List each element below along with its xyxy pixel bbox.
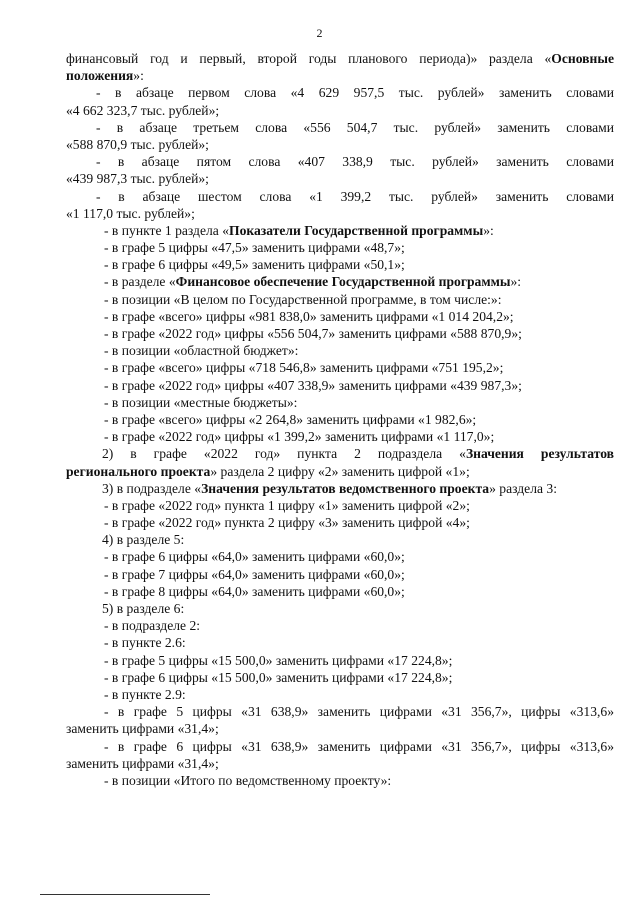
document-line xyxy=(66,463,614,480)
bold-text: Значения результатов xyxy=(465,446,614,462)
document-body xyxy=(66,50,614,789)
document-line xyxy=(66,136,614,153)
document-line xyxy=(66,84,614,101)
text-segment: - в графе 5 цифры «31 638,9» заменить цифрами «31 356,7», цифры «313,6» xyxy=(104,704,614,720)
text-segment: - в подразделе 2: xyxy=(104,618,201,634)
footer-divider xyxy=(40,894,210,895)
document-line xyxy=(66,480,614,497)
document-line xyxy=(66,67,614,84)
document-line xyxy=(66,273,614,290)
document-line xyxy=(66,720,614,737)
text-segment: 3) в подразделе « xyxy=(102,480,202,496)
text-segment: »: xyxy=(483,222,494,238)
document-line xyxy=(66,686,614,703)
text-segment: - в пункте 2.9: xyxy=(104,686,186,702)
text-segment: - в графе 7 цифры «64,0» заменить цифрами «60,0»; xyxy=(104,566,405,582)
text-segment: - в разделе « xyxy=(104,274,176,290)
text-segment: - в пункте 1 раздела « xyxy=(104,222,229,238)
text-segment: - в графе «всего» цифры «718 546,8» заменить цифрами «751 195,2»; xyxy=(104,360,504,376)
document-line xyxy=(66,755,614,772)
document-line xyxy=(66,188,614,205)
text-segment: «588 870,9 тыс. рублей»; xyxy=(66,136,209,152)
bold-text: положения xyxy=(66,68,134,84)
text-segment: - в графе 6 цифры «15 500,0» заменить цифрами «17 224,8»; xyxy=(104,669,453,685)
document-line xyxy=(66,170,614,187)
bold-text: Основные xyxy=(551,51,614,66)
text-segment: «439 987,3 тыс. рублей»; xyxy=(66,171,209,187)
document-line xyxy=(66,738,614,755)
text-segment: - в графе «всего» цифры «2 264,8» заменить цифрами «1 982,6»; xyxy=(104,411,477,427)
text-segment: » раздела 2 цифру «2» заменить цифрой «1»; xyxy=(210,463,470,479)
document-line xyxy=(66,514,614,531)
text-segment: 2) в графе «2022 год» пункта 2 подраздела « xyxy=(102,446,466,462)
text-segment: - в графе «2022 год» пункта 2 цифру «3» заменить цифрой «4»; xyxy=(104,515,470,531)
document-line xyxy=(66,497,614,514)
text-segment: - в графе 6 цифры «31 638,9» заменить цифрами «31 356,7», цифры «313,6» xyxy=(104,738,614,754)
text-segment: - в абзаце шестом слова «1 399,2 тыс. рублей» заменить словами xyxy=(96,188,614,204)
text-segment: - в графе «2022 год» цифры «556 504,7» заменить цифрами «588 870,9»; xyxy=(104,326,522,341)
document-line xyxy=(66,634,614,651)
document-line xyxy=(66,669,614,686)
text-segment: - в абзаце пятом слова «407 338,9 тыс. рублей» заменить словами xyxy=(96,154,614,170)
text-segment: »: xyxy=(510,274,522,290)
text-segment: - в графе «2022 год» пункта 1 цифру «1» заменить цифрой «2»; xyxy=(104,497,470,513)
document-line xyxy=(66,428,614,445)
text-segment: - в графе 6 цифры «49,5» заменить цифрами «50,1»; xyxy=(104,257,405,273)
text-segment: заменить цифрами «31,4»; xyxy=(66,721,219,737)
document-line xyxy=(66,308,614,325)
document-line xyxy=(66,205,614,222)
document-line xyxy=(66,394,614,411)
document-line xyxy=(66,325,614,342)
text-segment: - в пункте 2.6: xyxy=(104,635,186,651)
document-line xyxy=(66,222,614,239)
document-line xyxy=(66,445,614,462)
document-line xyxy=(66,153,614,170)
text-segment: - в абзаце третьем слова «556 504,7 тыс. рублей» заменить словами xyxy=(96,119,614,135)
text-segment: - в графе 8 цифры «64,0» заменить цифрами «60,0»; xyxy=(104,583,405,599)
document-line xyxy=(66,239,614,256)
bold-text: Значения результатов ведомственного проекта xyxy=(201,480,490,496)
text-segment: заменить цифрами «31,4»; xyxy=(66,755,219,771)
text-segment: - в графе 5 цифры «15 500,0» заменить цифрами «17 224,8»; xyxy=(104,652,453,668)
text-segment: - в позиции «В целом по Государственной программе, в том числе:»: xyxy=(104,291,502,307)
document-line xyxy=(66,548,614,565)
document-line xyxy=(66,772,614,789)
text-segment: «1 117,0 тыс. рублей»; xyxy=(66,205,195,221)
document-line xyxy=(66,617,614,634)
document-line xyxy=(66,119,614,136)
text-segment: - в абзаце первом слова «4 629 957,5 тыс. рублей» заменить словами xyxy=(96,85,614,101)
text-segment: »: xyxy=(133,68,144,84)
text-segment: 4) в разделе 5: xyxy=(102,532,185,548)
document-line xyxy=(66,256,614,273)
text-segment: «4 662 323,7 тыс. рублей»; xyxy=(66,102,220,118)
text-segment: » раздела 3: xyxy=(489,480,557,496)
text-segment: - в позиции «областной бюджет»: xyxy=(104,343,299,359)
document-line xyxy=(66,342,614,359)
page-number: 2 xyxy=(316,26,323,40)
text-segment: - в графе «2022 год» цифры «1 399,2» заменить цифрами «1 117,0»; xyxy=(104,429,495,445)
text-segment: - в графе 6 цифры «64,0» заменить цифрами «60,0»; xyxy=(104,549,405,565)
document-line xyxy=(66,566,614,583)
text-segment: - в графе «2022 год» цифры «407 338,9» заменить цифрами «439 987,3»; xyxy=(104,377,522,393)
bold-text: Показатели Государственной программы xyxy=(229,222,484,238)
document-line xyxy=(66,359,614,376)
document-line xyxy=(66,291,614,308)
document-line xyxy=(66,531,614,548)
document-line xyxy=(66,50,614,67)
text-segment: - в позиции «местные бюджеты»: xyxy=(104,394,298,410)
document-line xyxy=(66,703,614,720)
document-line xyxy=(66,583,614,600)
text-segment: финансовый год и первый, второй годы планового периода)» раздела « xyxy=(66,51,552,66)
bold-text: регионального проекта xyxy=(66,463,211,479)
document-line xyxy=(66,377,614,394)
document-line xyxy=(66,652,614,669)
document-line xyxy=(66,102,614,119)
text-segment: - в позиции «Итого по ведомственному проекту»: xyxy=(104,772,392,788)
document-line xyxy=(66,600,614,617)
document-line xyxy=(66,411,614,428)
text-segment: - в графе «всего» цифры «981 838,0» заменить цифрами «1 014 204,2»; xyxy=(104,308,514,324)
bold-text: Финансовое обеспечение Государственной программы xyxy=(175,274,511,290)
text-segment: - в графе 5 цифры «47,5» заменить цифрами «48,7»; xyxy=(104,240,405,256)
text-segment: 5) в разделе 6: xyxy=(102,601,185,616)
